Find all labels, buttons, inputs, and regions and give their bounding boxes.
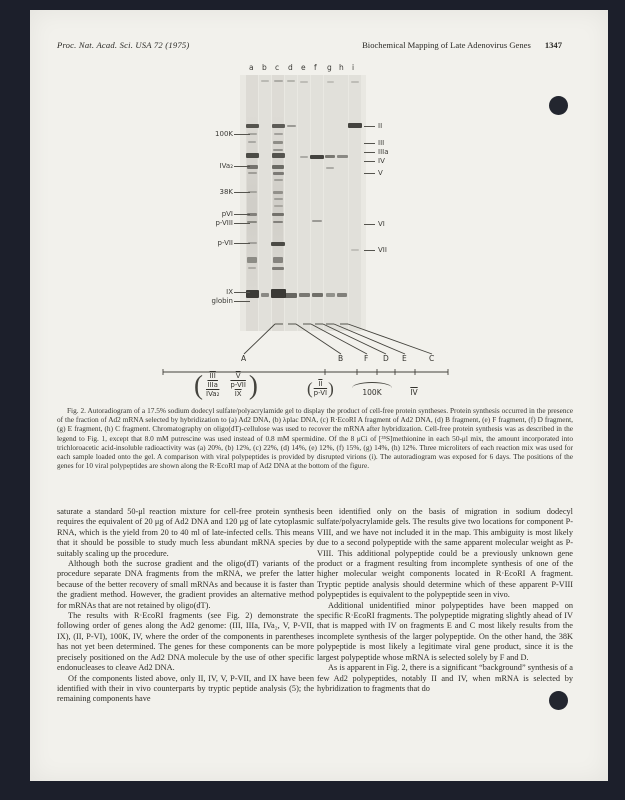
lane-letter: h xyxy=(339,63,344,72)
gel-label-left: IVa₂ xyxy=(219,162,233,170)
gel-label-left-line xyxy=(234,166,250,167)
map-letter-c: C xyxy=(429,354,435,363)
body-paragraph: As is apparent in Fig. 2, there is a significant “background” synthesis of a few Ad2 polypeptides, notably II and IV, when mRNA is selected by hybridization to fragments that do xyxy=(317,663,573,693)
gel-label-left-line xyxy=(234,223,250,224)
gel-image xyxy=(240,75,366,331)
figure-caption: Fig. 2. Autoradiogram of a 17.5% sodium dodecyl sulfate/polyacrylamide gel to display the product of cell-free protein syntheses. Protein synthesis occurred in the presence of the fraction of Ad2 mRNA selected by hybridization to (a) Ad2 DNA, (b) λplac DNA, (c) R·EcoRI A fragment of Ad2 DNA, (d) B fragment, (e) F fragment, (f) D fragment, (g) E fragment, (h) C fragment. Chromatography on oligo(dT)-cellulose was used to recover the mRNA after hybridization. Cell-free protein synthesis was as described in the legend to Fig. 1, except that 8.0 mM putrescine was used instead of 0.8 mM spermidine. Of the 8 μCi of [³⁵S]methionine in each 50-μl mix, the amount incorporated into trichloroacetic acid-insoluble radioactivity was (a) 20%, (b) 12%, (c) 22%, (d) 14%, (e) 12%, (f) 15%, (g) 14%, (h) 12%. Three microliters of each reaction mix was used for each sample loaded onto the gel. A comparison with viral polypeptides is provided by disrupted virions (i). The autoradiogram was exposed for 6 days. The positions of the genes for 10 viral polypeptides are shown along the R·EcoRI map of Ad2 DNA at the bottom of the figure. xyxy=(57,406,573,471)
hole-punch-top xyxy=(549,96,568,115)
gel-label-right: IIIa xyxy=(378,148,389,156)
gel-label-right-line xyxy=(364,161,375,162)
gel-band xyxy=(300,156,308,158)
gene-label: $\overline{III}$ xyxy=(209,372,216,380)
gel-band xyxy=(272,153,285,158)
gel-band xyxy=(285,293,297,298)
gel-band xyxy=(274,198,283,200)
gel-label-left: 38K xyxy=(219,188,233,196)
map-gene-group-b xyxy=(307,379,334,399)
gel-label-right: V xyxy=(378,169,383,177)
gel-band xyxy=(272,213,284,216)
gel-band xyxy=(246,124,259,128)
gel-label-left-line xyxy=(234,214,250,215)
running-title-block xyxy=(362,40,562,50)
gel-label-right: III xyxy=(378,139,385,147)
gel-band xyxy=(273,257,283,263)
paren-open: ( xyxy=(194,370,203,400)
gel-band xyxy=(310,155,324,159)
gel-band xyxy=(248,141,256,143)
map-gene-group-a xyxy=(194,370,258,401)
map-letter-a: A xyxy=(241,354,247,363)
gel-band xyxy=(348,123,362,128)
map-letter-e: E xyxy=(402,354,407,363)
gel-band xyxy=(247,257,257,263)
gene-label: IVa₂ xyxy=(206,390,220,398)
journal-page xyxy=(30,10,608,781)
body-right-column xyxy=(317,507,573,694)
lane-letter: a xyxy=(249,63,254,72)
gel-band xyxy=(272,124,285,128)
gel-band xyxy=(248,267,256,269)
gel-label-right-line xyxy=(364,250,375,251)
map-label-100k: 100K xyxy=(362,388,382,397)
gene-label: $\overline{II}$ xyxy=(318,380,323,388)
gel-band xyxy=(274,205,283,207)
gel-band xyxy=(273,172,284,175)
page-number: 1347 xyxy=(544,40,562,50)
gel-band xyxy=(326,293,335,297)
body-paragraph: saturate a standard 50-μl reaction mixture for cell-free protein synthesis requires the equivalent of 20 μg of Ad2 DNA and 120 μg of late cytoplasmic RNA, which is the yield from 20 to 40 ml of late-infected cells. This means that it should be possible to study much less abundant mRNA species by suitably scaling up the procedure. xyxy=(57,507,314,558)
gel-band xyxy=(273,221,283,223)
gel-label-left-line xyxy=(234,243,250,244)
gel-band xyxy=(351,81,359,83)
lane-letter: e xyxy=(301,63,306,72)
gel-label-left-line xyxy=(234,292,250,293)
paren-close: ) xyxy=(248,370,258,400)
gel-band xyxy=(287,80,295,82)
gel-band xyxy=(327,81,334,83)
lane-letter: f xyxy=(314,63,317,72)
lane-letter: i xyxy=(352,63,355,72)
gene-label: IIIa xyxy=(207,381,218,389)
gel-band xyxy=(273,191,283,194)
gel-label-right-line xyxy=(364,173,375,174)
gel-band xyxy=(312,293,323,297)
gel-band xyxy=(248,172,257,174)
map-letter-d: D xyxy=(383,354,389,363)
body-paragraph: Although both the sucrose gradient and the oligo(dT) variants of the procedure separate DNA fragments from the mRNA, we prefer the latter because of the better recovery of small mRNAs and because it is faster than the gradient method. However, the gradient provides an alternative method for mRNAs that are not retained by oligo(dT). xyxy=(57,559,314,610)
gene-column xyxy=(230,372,245,399)
body-paragraph: been identified only on the basis of migration in sodium dodecyl sulfate/polyacrylamide gels. The results give two locations for component P-VIII, and we have not included it in the map. This ambiguity is most likely due to a second polypeptide with the same apparent molecular weight as P-VIII. This additional polypeptide could be a previously unknown gene product or a fragment resulting from incomplete synthesis of one of the higher molecular weight components located in R·EcoRI A fragment. Tryptic peptide analysis should determine which of these apparent P-VIII polypeptides is equivalent to the polypeptide seen in vivo. xyxy=(317,507,573,600)
map-letter-f: F xyxy=(364,354,369,363)
gel-label-left: 100K xyxy=(215,130,233,138)
gel-band xyxy=(261,80,269,82)
gel-band xyxy=(300,81,308,83)
gene-label: $\overline{V}$ xyxy=(235,372,241,380)
gel-label-left-line xyxy=(234,134,250,135)
gene-label: $\overline{IX}$ xyxy=(234,390,242,398)
body-paragraph: The results with R·EcoRI fragments (see Fig. 2) demonstrate the following order of genes along the Ad2 genome: (III, IIIa, IVa₂, V, P-VII, IX), (II, P-VI), 100K, IV, where the order of the components in parentheses has not yet been determined. The genes for these components can be more precisely positioned on the Ad2 DNA molecule by the use of other specific endonucleases to cleave Ad2 DNA. xyxy=(57,611,314,673)
gel-band xyxy=(287,125,296,127)
gene-label: p-VI xyxy=(313,389,328,397)
body-left-column xyxy=(57,507,314,705)
gel-band xyxy=(274,133,283,135)
gel-label-right: VI xyxy=(378,220,385,228)
gel-label-right: IV xyxy=(378,157,385,165)
gel-label-right-line xyxy=(364,126,375,127)
gel-band xyxy=(299,293,310,297)
lane-letter: b xyxy=(262,63,267,72)
gel-band xyxy=(246,153,259,158)
paren-open: ( xyxy=(307,379,313,398)
gel-band xyxy=(325,155,335,158)
gel-band xyxy=(272,165,284,169)
map-label-iv: $\overline{IV}$ xyxy=(410,388,418,397)
running-title: Biochemical Mapping of Late Adenovirus Genes xyxy=(362,40,531,50)
gel-band xyxy=(337,155,348,158)
gel-band xyxy=(274,80,283,82)
paren-close: ) xyxy=(328,379,334,398)
gel-label-left: globin xyxy=(211,297,233,305)
gel-label-left: IX xyxy=(226,288,233,296)
gene-label: p-VII xyxy=(230,381,246,389)
gel-band xyxy=(351,249,359,251)
lane-letter: g xyxy=(327,63,332,72)
gel-label-left: p-VIII xyxy=(215,219,233,227)
gel-band xyxy=(261,293,269,297)
gel-band xyxy=(273,141,283,144)
journal-citation: Proc. Nat. Acad. Sci. USA 72 (1975) xyxy=(57,40,190,50)
gel-band xyxy=(272,267,284,270)
gel-label-right-line xyxy=(364,143,375,144)
gel-label-right-line xyxy=(364,152,375,153)
gel-label-left: p-VII xyxy=(217,239,233,247)
gel-label-left-line xyxy=(234,192,250,193)
gel-label-right-line xyxy=(364,224,375,225)
gel-label-left-line xyxy=(234,301,250,302)
lane-letter: c xyxy=(275,63,280,72)
gel-band xyxy=(312,220,322,222)
body-paragraph: Of the components listed above, only II, IV, V, P-VII, and IX have been identified with their in vivo counterparts by tryptic peptide analysis (5); the remaining components have xyxy=(57,673,314,704)
map-diagram-lines xyxy=(125,310,465,380)
map-letter-b: B xyxy=(338,354,344,363)
gel-band xyxy=(326,167,334,169)
gel-band xyxy=(273,149,283,151)
gel-band xyxy=(271,242,285,246)
gene-column xyxy=(314,380,327,398)
gene-column xyxy=(206,372,219,399)
gel-band xyxy=(274,179,283,181)
gel-label-right: II xyxy=(378,122,383,130)
gel-lane xyxy=(349,75,361,331)
gel-label-right: VII xyxy=(378,246,387,254)
lane-letter: d xyxy=(288,63,293,72)
gel-band xyxy=(337,293,347,297)
hole-punch-bottom xyxy=(549,691,568,710)
gel-label-left: pVI xyxy=(221,210,233,218)
gel-band xyxy=(271,289,286,298)
body-paragraph: Additional unidentified minor polypeptides have been mapped on specific R·EcoRI fragments. The polypeptide migrating slightly ahead of IV that is mapped with IV on fragments E and C most likely results from the incomplete synthesis of the larger polypeptide. On the other hand, the 38K polypeptide is most likely a legitimate viral gene product, since it is the largest polypeptide whose mRNA is selected solely by F and D. xyxy=(317,600,573,662)
